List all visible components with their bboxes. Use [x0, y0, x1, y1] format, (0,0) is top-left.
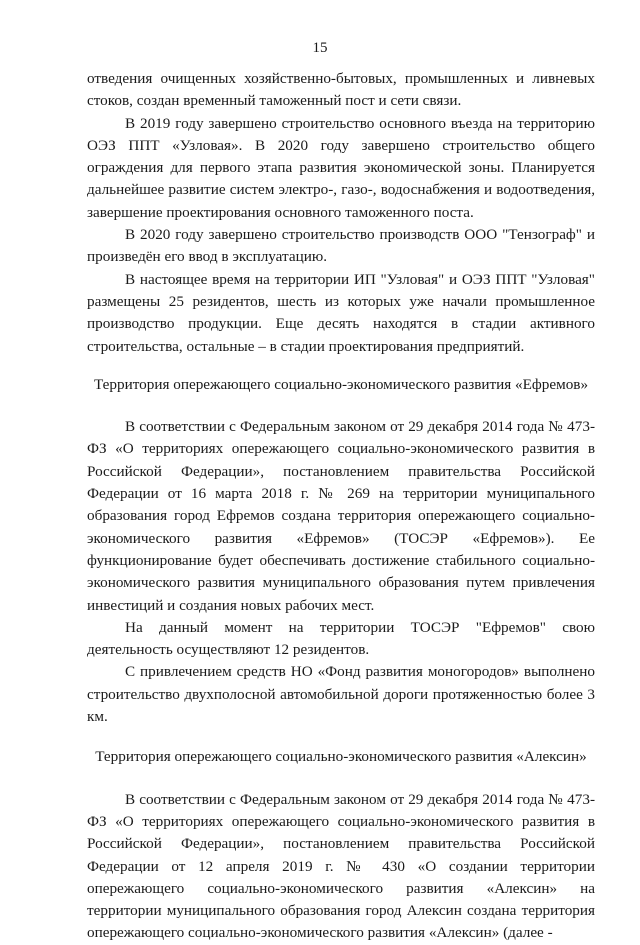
paragraph-uzlovaya-entry: В 2019 году завершено строительство основного въезда на территорию ОЭЗ ППТ «Узловая». В 2020 году завершено строительство общего ограждения для первого этапа развития экономической зоны. Планируется дальнейшее развитие систем электро-, газо-, водоснабжения и водоотведения, завершение проектирования основного таможенного поста.	[87, 114, 595, 221]
paragraph-residents-uzlovaya: В настоящее время на территории ИП "Узловая" и ОЭЗ ППТ "Узловая" размещены 25 резидентов, шесть из которых уже начали промышленное производство продукции. Еще десять находятся в стадии активного строительства, остальные – в стадии проектирования предприятий.	[87, 270, 595, 355]
paragraph-efremov-road: С привлечением средств НО «Фонд развития моногородов» выполнено строительство двухполосной автомобильной дороги протяженностью более 3 км.	[87, 663, 595, 726]
paragraph-tenzograf: В 2020 году завершено строительство производств ООО "Тензограф" и произведён его ввод в эксплуатацию.	[87, 226, 595, 266]
page-number: 15	[312, 40, 328, 56]
section-heading-efremov: Территория опережающего социально-экономического развития «Ефремов»	[93, 375, 589, 393]
document-body	[87, 68, 595, 945]
paragraph-aleksin-law: В соответствии с Федеральным законом от 29 декабря 2014 года № 473-ФЗ «О территориях опережающего социально-экономического развития в Российской Федерации», постановлением правительства Российской Федерации от 12 апреля 2019 г. № 430 «О создании территории опережающего социально-экономического развития «Алексин» на территории муниципального образования город Алексин создана территория опережающего социально-экономического развития «Алексин» (далее -	[87, 790, 595, 942]
paragraph-continuation: отведения очищенных хозяйственно-бытовых, промышленных и ливневых стоков, создан временный таможенный пост и сети связи.	[87, 70, 595, 110]
section-heading-aleksin: Территория опережающего социально-экономического развития «Алексин»	[95, 748, 587, 766]
paragraph-efremov-residents: На данный момент на территории ТОСЭР "Ефремов" свою деятельность осуществляют 12 резидентов.	[87, 618, 595, 659]
paragraph-efremov-law: В соответствии с Федеральным законом от 29 декабря 2014 года № 473-ФЗ «О территориях опережающего социально-экономического развития в Российской Федерации», постановлением правительства Российской Федерации от 16 марта 2018 г. № 269 на территории муниципального образования город Ефремов создана территория опережающего социально-экономического развития «Ефремов» (ТОСЭР «Ефремов»). Ее функционирование будет обеспечивать достижение стабильного социально-экономического развития муниципального образования путем привлечения инвестиций и создания новых рабочих мест.	[87, 418, 595, 614]
